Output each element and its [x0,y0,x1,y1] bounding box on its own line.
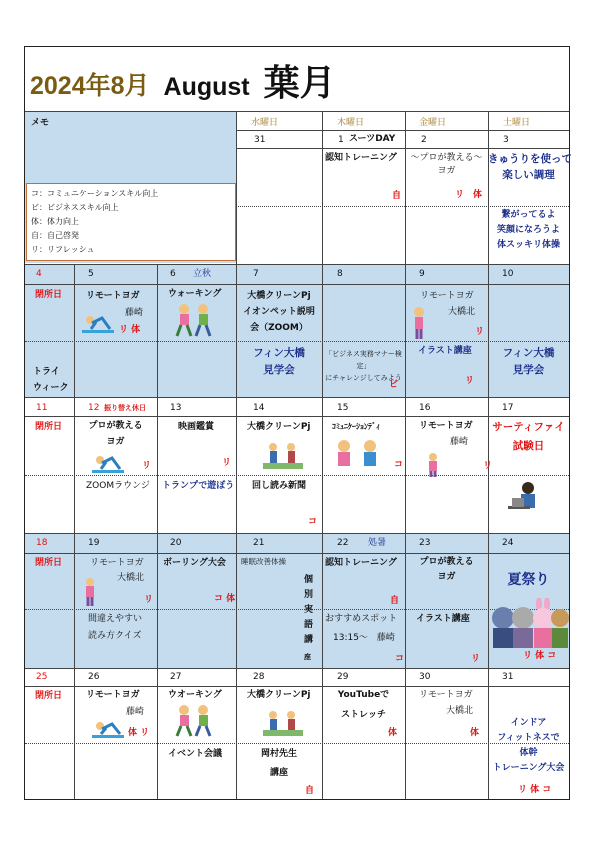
date-aug3: 3 [503,135,509,145]
event-indoor-line4: トレーニング大会 [492,763,565,773]
weekday-wed: 水曜日 [251,118,279,128]
tag-ri: リ [144,595,154,605]
event-bowling: ボーリング大会 [163,558,226,568]
event-sub-fujisaki: 藤崎 [126,707,145,717]
tag-ri: リ [471,654,481,664]
closed-label: 閉所日 [35,422,63,432]
date-aug4: 4 [36,269,42,279]
vert-char: 座 [304,653,311,661]
yoga-pose-illustration [411,306,427,340]
tag-tai: 体 [470,728,480,738]
vert-char: 別 [304,590,314,600]
event-yoga-line1: ～プロが教える～ [410,153,483,163]
vert-char: 語 [304,620,314,630]
yoga-illustration [82,310,114,334]
date-aug30: 30 [419,672,431,682]
date-aug10: 10 [502,269,514,279]
memo-title: メモ [31,118,50,128]
legend-ko: コ：コミュニケーションスキル向上 [31,189,159,198]
date-aug16: 16 [419,403,431,413]
event-indoor-line2: フィットネスで [497,733,560,743]
event-sub-ohashikita: 大橋北 [117,573,145,583]
communication-illustration [332,438,382,470]
date-aug25: 25 [36,672,48,682]
tag-ri: リ [142,461,152,471]
legend-ri: リ：リフレッシュ [31,245,95,254]
event-quiz-line2: 読み方クイズ [88,631,142,641]
festival-characters-illustration [489,598,569,650]
event-movie: 映画鑑賞 [178,422,215,432]
event-walking: ウォーキング [168,289,222,299]
tag-ko-tai: コ 体 [214,594,236,604]
event-okamura-line2: 講座 [269,768,288,778]
event-taiso-line2: 笑顔になろうよ [496,225,560,235]
tag-ji: 自 [305,786,315,796]
event-youtube-line1: YouTubeで [337,690,390,700]
exam-pc-illustration [506,478,546,518]
event-illust: イラスト講座 [418,346,472,356]
weekday-fri: 金曜日 [419,118,447,128]
event-fin-ohashi-line1: フィン大橋 [253,347,305,359]
date-aug5: 5 [88,269,94,279]
tag-ri-tai-ko: リ 体 コ [518,785,552,795]
event-yoga-line2: ヨガ [437,166,456,176]
event-quiz-line1: 間違えやすい [88,614,143,624]
date-aug20: 20 [170,538,182,548]
date-aug24: 24 [502,538,514,548]
grid-line [236,148,569,149]
event-indoor-line3: 体幹 [519,748,538,758]
weekday-sat: 土曜日 [503,118,531,128]
yoga-pose-illustration [425,452,441,478]
date-aug1: 1 [338,135,344,145]
date-aug29: 29 [337,672,349,682]
calendar-title [30,58,336,102]
closed-label: 閉所日 [35,290,63,300]
event-fin-ohashi-line2: 見学会 [263,364,295,376]
event-remote-yoga: リモートヨガ [86,291,140,301]
date-aug26: 26 [88,672,100,682]
weekday-thu: 木曜日 [337,118,365,128]
event-ninchi-training: 認知トレーニング [325,558,397,568]
event-remote-yoga: リモートヨガ [420,291,474,301]
event-ninchi-training: 認知トレーニング [325,153,397,163]
date-aug12: 12 [88,403,100,413]
grid-line [157,264,158,799]
event-walking: ウオーキング [168,690,222,700]
date-aug18: 18 [36,538,48,548]
event-yoga-line2: ヨガ [106,437,125,447]
date-aug21: 21 [253,538,265,548]
grid-line [236,111,237,799]
event-clean-pj: 大橋クリーンPj [247,291,311,301]
tag-ji: 自 [392,191,402,201]
grid-line [236,130,569,131]
event-taiso-line3: 体スッキリ体操 [497,240,560,250]
event-remote-yoga: リモートヨガ [419,421,473,431]
date-aug23: 23 [419,538,431,548]
event-osusume: おすすめスポット [325,614,398,624]
tri-week-line2: ウィーク [33,383,69,393]
date-aug6: 6 [170,269,176,279]
date-aug7: 7 [253,269,259,279]
tag-bi: ビ [389,380,399,390]
suit-day-note: スーツDAY [349,134,396,144]
vert-char: 講 [304,635,314,645]
tag-tai: 体 [388,728,398,738]
title-year-month: 2024年8月 [30,72,150,100]
grid-line [74,264,75,799]
tag-ri: リ [483,461,493,471]
yoga-illustration [92,450,124,474]
substitute-holiday-note: 振り替え休日 [104,404,146,412]
grid-line [405,111,406,799]
event-illust: イラスト講座 [416,614,470,624]
vert-char: 実 [304,605,314,615]
tag-ri-tai: リ 体 [119,325,141,335]
event-sub-ohashikita: 大橋北 [448,307,476,317]
yoga-illustration [92,717,124,739]
event-sleep-exercise: 睡眠改善体操 [241,557,286,566]
date-aug14: 14 [253,403,265,413]
event-cucumber-line2: 楽しい調理 [502,169,555,181]
event-sub-fujisaki: 藤崎 [450,437,469,447]
event-fin-ohashi-line2: 見学会 [512,364,545,376]
event-remote-yoga: リモートヨガ [86,690,140,700]
risshu-note: 立秋 [193,269,212,279]
event-pet-line1: イオンペット説明 [243,307,315,317]
legend-bi: ビ：ビジネススキル向上 [31,203,119,212]
event-natsumatsuri: 夏祭り [507,572,550,588]
event-mawashi-shinbun: 回し読み新聞 [252,481,307,491]
event-pet-line2: 会（ZOOM） [250,323,308,333]
shosho-note: 処暑 [368,538,387,548]
tag-ko: コ [308,517,318,527]
event-manner-line1: 「ビジネス実務マナー検 [325,350,402,358]
event-taiso-line1: 繋がってるよ [501,210,556,220]
yoga-pose-illustration [82,577,98,607]
event-sub-fujisaki: 藤崎 [125,308,144,318]
tag-ri-tai-ko: リ 体 コ [523,651,557,661]
legend-ji: 自：自己啓発 [31,231,79,240]
date-aug8: 8 [337,269,343,279]
tag-ri: リ [465,376,475,386]
event-okamura-line1: 岡村先生 [260,749,297,759]
walking-illustration [172,704,216,738]
tag-ri-tai: リ 体 [455,190,483,200]
event-certify-line1: サーティファイ [492,421,565,433]
event-sub-ohashikita: 大橋北 [446,706,474,716]
event-remote-yoga: リモートヨガ [90,558,144,568]
tag-tai-ri: 体 リ [128,728,150,738]
date-aug22: 22 [337,538,349,548]
event-manner-line3: にチャレンジしてみよう [325,374,402,382]
date-aug11: 11 [36,403,48,413]
event-clean-pj: 大橋クリーンPj [247,422,311,432]
date-aug27: 27 [170,672,182,682]
date-aug17: 17 [502,403,514,413]
event-yoga-line1: プロが教える [88,421,143,431]
title-month-en: August [163,73,250,101]
grid-line [236,206,569,207]
date-jul31: 31 [254,135,266,145]
tri-week-line1: トライ [33,367,60,377]
date-aug2: 2 [421,135,427,145]
closed-label: 閉所日 [35,558,63,568]
event-communication-day: ｺﾐｭﾆｹｰｼｮﾝﾃﾞｨ [332,422,380,431]
cleanup-illustration [263,706,303,738]
tag-ko: コ [394,460,404,470]
event-youtube-line2: ストレッチ [341,710,386,720]
date-aug31: 31 [502,672,514,682]
event-fin-ohashi-line1: フィン大橋 [502,347,555,359]
date-aug15: 15 [337,403,349,413]
event-remote-yoga: リモートヨガ [419,690,473,700]
closed-label: 閉所日 [35,691,63,701]
vert-char: 個 [304,575,314,585]
date-aug9: 9 [419,269,425,279]
event-yoga-line1: プロが教える [419,557,474,567]
event-cucumber-line1: きゅうりを使って [488,153,572,165]
event-osusume-time: 13:15～ 藤崎 [333,633,395,643]
event-manner-line2: 定」 [356,362,371,370]
tag-ko: コ [395,654,405,664]
cleanup-illustration [263,437,303,471]
tag-ji: 自 [390,596,400,606]
event-event-meeting: イベント会議 [168,749,223,759]
walking-illustration [172,302,216,338]
tag-ri: リ [222,458,232,468]
date-aug19: 19 [88,538,100,548]
event-certify-line2: 試験日 [512,440,545,452]
event-trump: トランプで遊ぼう [162,481,235,491]
event-indoor-line1: インドア [510,718,547,728]
tag-ri: リ [475,327,485,337]
date-aug28: 28 [253,672,265,682]
event-yoga-line2: ヨガ [437,572,456,582]
title-month-jp: 葉月 [263,62,336,104]
event-clean-pj: 大橋クリーンPj [247,690,311,700]
event-zoom-lounge: ZOOMラウンジ [86,481,150,491]
date-aug13: 13 [170,403,182,413]
legend-tai: 体：体力向上 [31,217,79,226]
